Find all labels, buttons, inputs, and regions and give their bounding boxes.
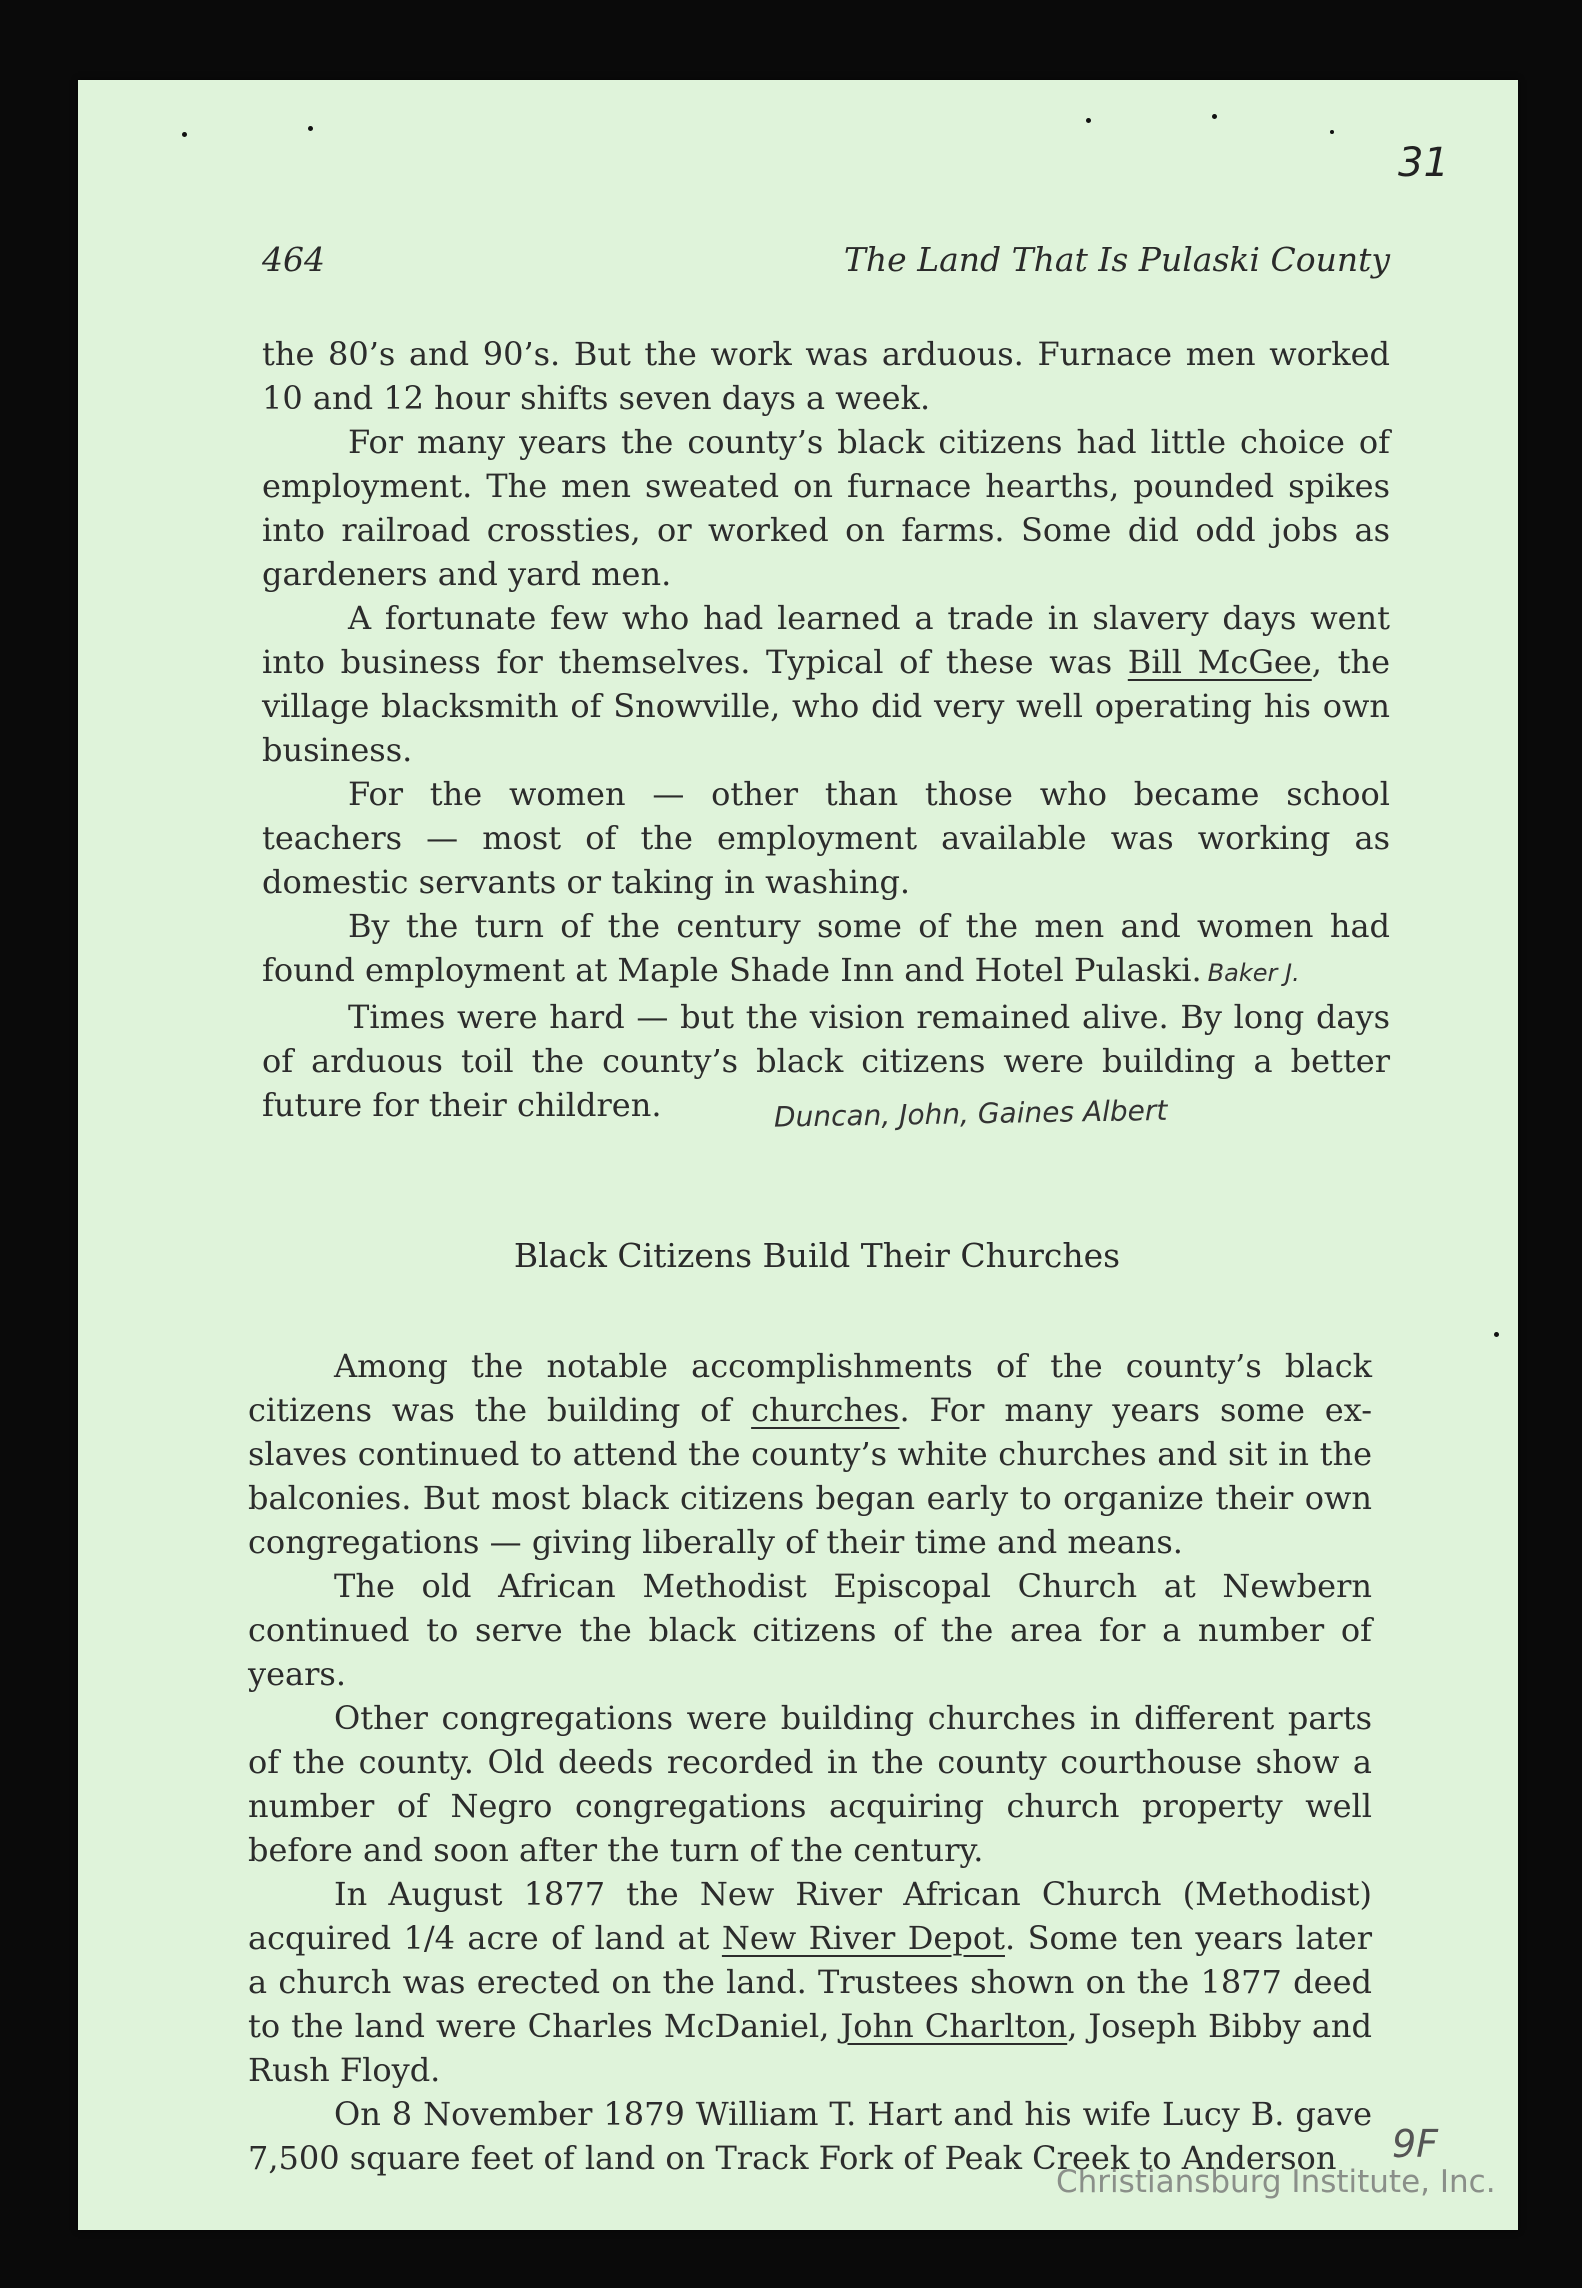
paragraph: Other congregations were building churches in different parts of the county. Old deeds recorded in the county courthouse show a number of Negro congregations acquiring church property well before and soon after the turn of the century.: [248, 1699, 1372, 1869]
running-title: The Land That Is Pulaski County: [843, 240, 1390, 279]
handwritten-note-names: Duncan, John, Gaines Albert: [773, 1093, 1168, 1134]
underlined-name-bill-mcgee: Bill McGee: [1127, 643, 1312, 681]
text-run: Times were hard — but the vision remained alive. By long days of arduous toil the county’s black citizens were building a better future for their children.: [262, 998, 1390, 1124]
text-run: By the turn of the century some of the men and women had found employment at Maple Shade Inn and Hotel Pulaski.: [262, 907, 1390, 989]
dust-speck: [1494, 1332, 1499, 1337]
running-header: [262, 240, 1390, 279]
text-run: . Some ten years later a church was erected on the land. Trustees shown on the 1877 deed to the land were Charles McDaniel,: [248, 1919, 1373, 2045]
paragraph: [262, 596, 1390, 772]
page-number: 464: [262, 240, 325, 279]
text-run: A fortunate few who had learned a trade in slavery days went into business for themselves. Typical of these was: [262, 599, 1390, 681]
handwritten-note-baker: Baker J.: [1207, 959, 1300, 987]
dust-speck: [1330, 130, 1334, 134]
paragraph: [262, 995, 1390, 1134]
text-run: , Joseph Bibby and Rush Floyd.: [248, 2007, 1373, 2089]
text-run: . For many years some ex-slaves continued to attend the county’s white churches and sit in the balconies. But most black citizens began early to organize their own congregations — giving liberally of their time and means.: [248, 1391, 1373, 1561]
text-block-churches: [248, 1344, 1372, 2180]
paragraph: [262, 904, 1390, 995]
text-run: , the village blacksmith of Snowville, who did very well operating his own business.: [262, 643, 1391, 769]
paragraph: On 8 November 1879 William T. Hart and his wife Lucy B. gave 7,500 square feet of land on Track Fork of Peak Creek to Anderson: [248, 2095, 1372, 2177]
text-run: In August 1877 the New River African Church (Methodist) acquired 1/4 acre of land at: [248, 1875, 1372, 1957]
underlined-word-churches: churches: [751, 1391, 900, 1429]
handwritten-note-9f: 9F: [1392, 2122, 1439, 2166]
text-block-employment: [262, 332, 1391, 1134]
underlined-name-john-charlton: John Charlton: [840, 2007, 1068, 2045]
paragraph: [248, 1872, 1372, 2092]
paragraph: [248, 1344, 1372, 1564]
dust-speck: [1212, 114, 1217, 119]
underlined-place-new-river-depot: New River Depot: [721, 1919, 1005, 1957]
watermark: Christiansburg Institute, Inc.: [1056, 2164, 1496, 2200]
paragraph: the 80’s and 90’s. But the work was arduous. Furnace men worked 10 and 12 hour shifts seven days a week.: [262, 335, 1390, 417]
handwritten-page-number: 31: [1398, 140, 1449, 186]
dust-speck: [182, 132, 187, 137]
dust-speck: [308, 126, 313, 131]
dust-speck: [1086, 118, 1091, 123]
paragraph: For many years the county’s black citizens had little choice of employment. The men sweated on furnace hearths, pounded spikes into railroad crossties, or worked on farms. Some did odd jobs as gardeners and yard men.: [262, 423, 1390, 593]
paragraph: For the women — other than those who became school teachers — most of the employment available was working as domestic servants or taking in washing.: [262, 775, 1390, 901]
text-run: Among the notable accomplishments of the county’s black citizens was the building of: [248, 1347, 1372, 1429]
paragraph: The old African Methodist Episcopal Church at Newbern continued to serve the black citizens of the area for a number of years.: [248, 1567, 1372, 1693]
section-heading: Black Citizens Build Their Churches: [513, 1236, 1121, 1275]
